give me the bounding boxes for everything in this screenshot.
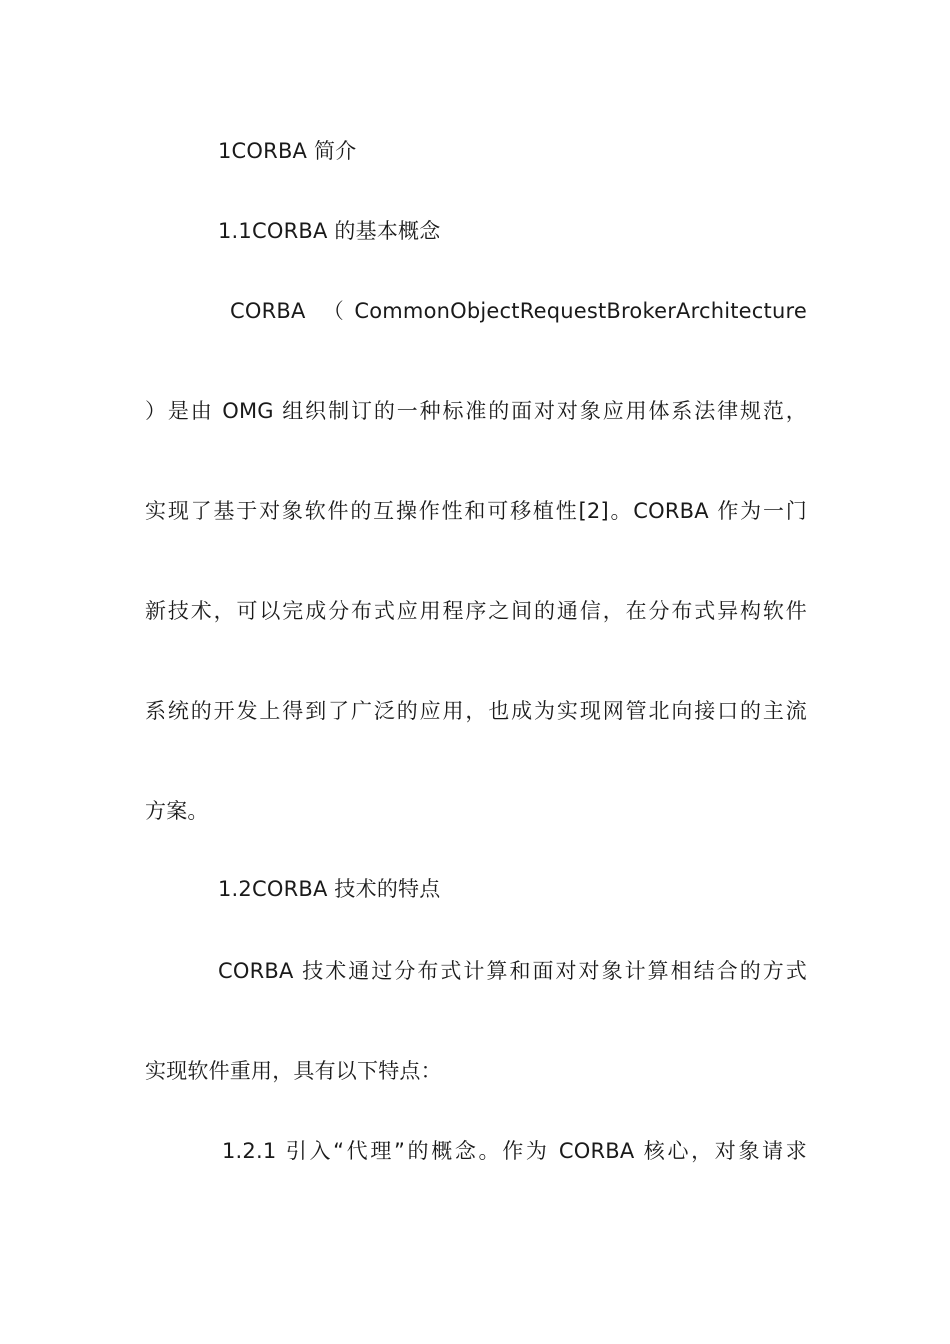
paragraph-line: CORBA 技术通过分布式计算和面对对象计算相结合的方式: [218, 959, 807, 983]
paragraph-line: 实现软件重用，具有以下特点：: [145, 1059, 442, 1083]
paragraph-line: 系统的开发上得到了广泛的应用，也成为实现网管北向接口的主流: [145, 699, 807, 723]
section-heading-1: 1CORBA 简介: [218, 139, 357, 163]
paragraph-line: 1.2.1 引入“代理”的概念。作为 CORBA 核心，对象请求: [222, 1139, 807, 1163]
paragraph-line: 实现了基于对象软件的互操作性和可移植性[2]。CORBA 作为一门: [145, 499, 807, 523]
section-heading-1-1: 1.1CORBA 的基本概念: [218, 219, 441, 243]
paragraph-line: ）是由 OMG 组织制订的一种标准的面对对象应用体系法律规范，: [145, 399, 807, 423]
paragraph-line: 方案。: [145, 799, 209, 823]
paragraph-line: 新技术，可以完成分布式应用程序之间的通信，在分布式异构软件: [145, 599, 807, 623]
paragraph-line: CORBA （CommonObjectRequestBrokerArchitecture: [230, 299, 807, 323]
section-heading-1-2: 1.2CORBA 技术的特点: [218, 877, 441, 901]
